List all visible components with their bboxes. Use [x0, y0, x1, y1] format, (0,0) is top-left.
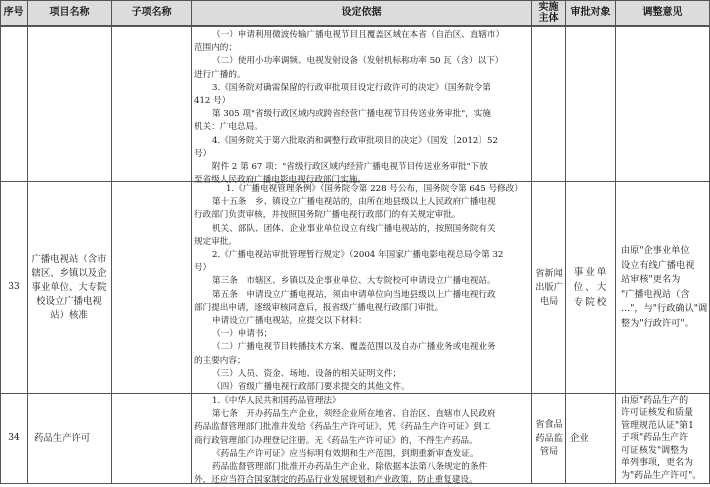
row-opinion [617, 394, 709, 483]
basis-line: 商行政管理部门办理登记注册。无《药品生产许可证》的，不得生产药品。 [194, 435, 478, 446]
header-seq: 序号 [0, 0, 28, 26]
header-subitem-name: 子项名称 [112, 0, 192, 26]
opinion-line: 许可证核发和质量 [621, 408, 694, 419]
basis-line: 412 号） [194, 96, 231, 107]
basis-line: 第五条 申请设立广播电视站，须由申请单位向当地县级以上广播电视行政 [212, 289, 496, 300]
table-row-basis [194, 183, 530, 394]
basis-line: 药品监督管理部门批准开办药品生产企业，除依据本法第八条规定的条件 [212, 462, 488, 473]
basis-line: 第三条 市辖区、乡镇以及企事业单位、大专院校可申请设立广播电视站。 [212, 276, 496, 287]
header-subject: 实施主体 [532, 0, 566, 26]
basis-line: （二）广播电视节目转播技术方案、覆盖范围以及自办广播业务或电视业务 [212, 342, 496, 353]
basis-line: 范围内的； [194, 43, 237, 54]
basis-line: 行政部门负责审核，并按照国务院广播电视行政部门的有关规定审批。 [194, 210, 461, 221]
grid-line [0, 26, 710, 27]
header-target: 审批对象 [566, 0, 616, 26]
basis-line: 1.《广播电视管理条例》（国务院令第 228 号公布，国务院令第 645 号修改） [226, 184, 523, 194]
basis-line: 2.《广播电视站审批管理暂行规定》（2004 年国家广播电影电视总局令第 32 [212, 250, 504, 261]
grid-line [111, 0, 112, 484]
row-seq: 34 [8, 432, 20, 443]
basis-line: 《药品生产许可证》应当标明有效期和生产范围，到期重新审查发证。 [212, 448, 479, 459]
basis-line: （三）人员、资金、场地、设备的相关证明文件； [212, 368, 402, 379]
basis-line: 的主要内容； [194, 355, 246, 366]
opinion-line: …"，与"行政确认"调 [621, 303, 708, 314]
basis-line: 附件 2 第 67 项："省级行政区域内经营广播电视节目传送业务审批"下放 [212, 162, 488, 173]
basis-line: 进行广播的。 [194, 69, 246, 80]
basis-line: 第七条 开办药品生产企业，须经企业所在地省、自治区、直辖市人民政府 [212, 409, 496, 420]
basis-line: 3.《国务院对确需保留的行政审批项目设定行政许可的决定》（国务院令第 [212, 82, 491, 93]
header-basis: 设定依据 [192, 0, 532, 26]
basis-line: 第 305 项"省级行政区域内或跨省经营广播电视节目传送业务审批"，实施 [212, 109, 491, 120]
basis-line: 机关：广电总局。 [194, 122, 263, 133]
opinion-line: 可证核发"调整为 [621, 445, 689, 456]
basis-line: 部门提出申请，逐级审核同意后，报省级广播电视行政部门审批。 [194, 302, 444, 313]
opinion-line: 设立有线广播电视 [621, 259, 695, 271]
basis-line: 第十五条 乡、镇设立广播电视站的，由所在地县级以上人民政府广播电视 [212, 197, 496, 208]
basis-line: 外，还应当符合国家制定的药品行业发展规划和产业政策，防止重复建设。 [194, 475, 478, 486]
basis-line: 药品监督管理部门批准并发给《药品生产许可证》，凭《药品生产许可证》到工 [194, 422, 491, 433]
header-opinion: 调整意见 [616, 0, 710, 26]
grid-line [531, 0, 532, 484]
header-item-name: 项目名称 [28, 0, 112, 26]
basis-line: 至省级人民政府广播电影电视行政部门实施。 [194, 175, 366, 186]
basis-line: （二）使用小功率调频、电视发射设备（发射机标称功率 50 瓦（含）以下） [212, 56, 504, 67]
opinion-line: 整为"行政许可"。 [621, 317, 694, 329]
opinion-line: 为"药品生产许可"。 [621, 470, 702, 481]
basis-line: 申请设立广播电视站，应提交以下材料： [212, 316, 367, 327]
grid-line [27, 0, 28, 484]
opinion-line: "广播电视站（含 [621, 288, 690, 300]
row-opinion [617, 182, 709, 393]
basis-line: （一）申请书； [212, 329, 273, 340]
opinion-line: 单列事项，更名为 [621, 458, 694, 469]
opinion-line: 由原"企事业单位 [621, 245, 690, 256]
table-row-basis [194, 29, 530, 187]
basis-line: 规定审批。 [194, 236, 237, 247]
row-subject: 省新闻出版广电局 [535, 267, 563, 307]
row-item-name: 药品生产许可 [34, 432, 91, 444]
basis-line: 4.《国务院关于第六批取消和调整行政审批项目的决定》（国发〔2012〕52 [212, 135, 498, 146]
row-subject: 省食品药品监管局 [535, 419, 563, 458]
basis-line: （四）省级广播电视行政部门要求提交的其他文件。 [212, 382, 410, 393]
grid-line [191, 0, 192, 484]
row-seq: 33 [8, 281, 20, 292]
basis-line: 机关、部队、团体、企业事业单位设立有线广播电视站的，按照国务院有关 [212, 223, 496, 234]
opinion-line: 站审核"更名为 [621, 274, 681, 285]
opinion-line: 由原"药品生产的 [621, 396, 689, 407]
opinion-line: 子项"药品生产许 [621, 433, 689, 444]
row-item-name: 广播电视站（含市辖区、乡镇以及企事业单位、大专院校设立广播电视站）核准 [31, 253, 107, 321]
row-target: 事业单位、大专院校 [573, 267, 609, 308]
grid-line [0, 0, 710, 1]
basis-line: 号） [194, 148, 212, 159]
basis-line: 号） [194, 263, 212, 274]
row-target: 企业 [570, 432, 589, 444]
basis-line: 1.《中华人民共和国药品管理法》 [212, 396, 341, 406]
basis-line: （一）申请利用微波传输广播电视节目且覆盖区域在本省（自治区、直辖市） [212, 30, 505, 40]
table-row-basis [194, 395, 530, 487]
grid-line [615, 0, 616, 484]
opinion-line: 管理规范认证"第1 [621, 420, 694, 431]
